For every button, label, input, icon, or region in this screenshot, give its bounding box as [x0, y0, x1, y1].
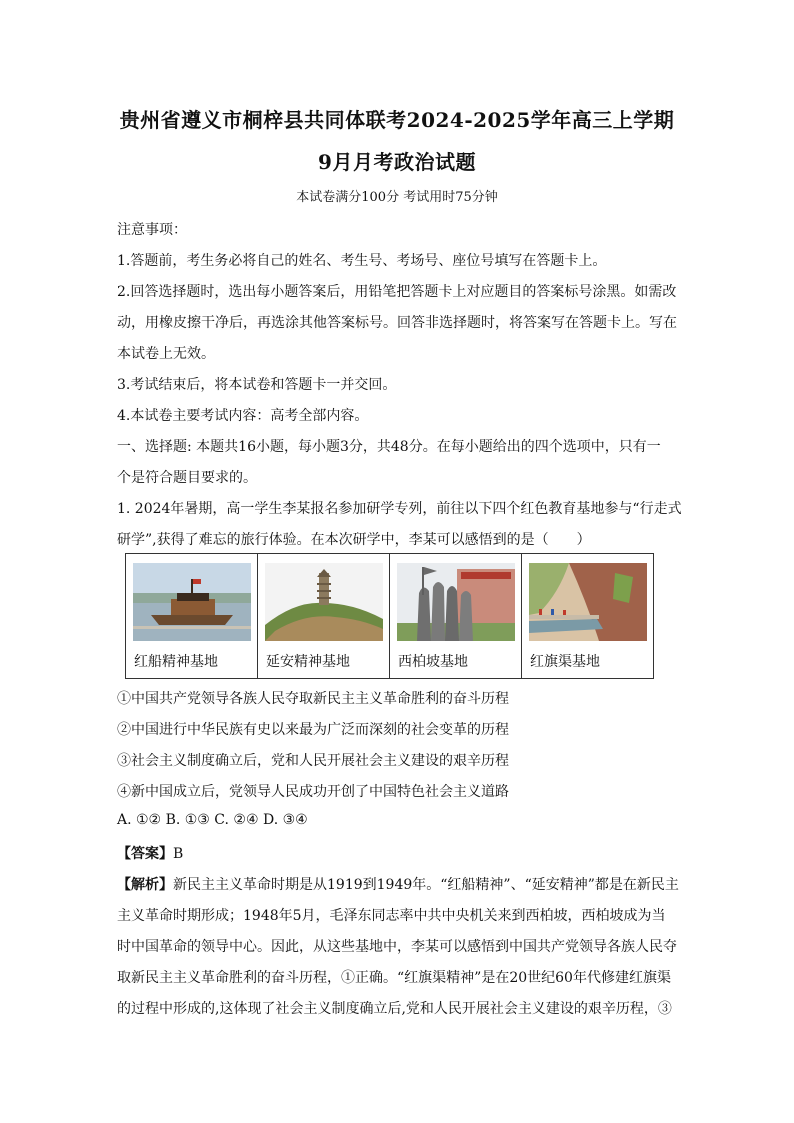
question-stem: 1. 2024年暑期，高一学生李某报名参加研学专列，前往以下四个红色教育基地参与“行走式	[117, 501, 682, 517]
pagoda-hill-photo	[265, 563, 383, 641]
question-stem-cont: 研学”,获得了难忘的旅行体验。在本次研学中，李某可以感悟到的是（ ）	[117, 532, 591, 548]
answer-label: 【答案】	[117, 846, 173, 862]
answer-options: A. ①② B. ①③ C. ②④ D. ③④	[117, 812, 308, 828]
sites-table	[125, 553, 654, 679]
statement-3: ③社会主义制度确立后，党和人民开展社会主义建设的艰辛历程	[117, 753, 509, 769]
site-caption: 红船精神基地	[134, 654, 218, 670]
site-caption: 西柏坡基地	[398, 654, 468, 670]
section-heading: 一、选择题: 本题共16小题，每小题3分，共48分。在每小题给出的四个选项中，只有一	[117, 439, 661, 455]
analysis-line: 的过程中形成的,这体现了社会主义制度确立后,党和人民开展社会主义建设的艰辛历程，③	[117, 1001, 672, 1017]
site-cell-xibaipo	[390, 554, 522, 679]
exam-subtitle: 本试卷满分100分 考试用时75分钟	[296, 190, 498, 205]
site-caption: 延安精神基地	[266, 654, 350, 670]
statement-4: ④新中国成立后，党领导人民成功开创了中国特色社会主义道路	[117, 784, 509, 800]
note-line: 4.本试卷主要考试内容：高考全部内容。	[117, 408, 369, 424]
analysis-line	[117, 874, 679, 894]
answer-value: B	[173, 846, 184, 862]
analysis-label: 【解析】	[117, 877, 173, 893]
site-cell-yanan	[258, 554, 390, 679]
page-title-line2: 9月月考政治试题	[318, 150, 476, 174]
section-heading-cont: 个是符合题目要求的。	[117, 470, 257, 486]
note-line: 本试卷上无效。	[117, 346, 215, 362]
statement-2: ②中国进行中华民族有史以来最为广泛而深刻的社会变革的历程	[117, 722, 509, 738]
red-boat-photo	[133, 563, 251, 641]
analysis-line: 主义革命时期形成；1948年5月，毛泽东同志率中共中央机关来到西柏坡，西柏坡成为当	[117, 908, 666, 924]
page-title: 贵州省遵义市桐梓县共同体联考2024-2025学年高三上学期	[119, 108, 675, 132]
monument-statue-photo	[397, 563, 515, 641]
note-line: 1.答题前，考生务必将自己的姓名、考生号、考场号、座位号填写在答题卡上。	[117, 253, 607, 269]
analysis-line: 取新民主主义革命胜利的奋斗历程，①正确。“红旗渠精神”是在20世纪60年代修建红旗渠	[117, 970, 671, 986]
note-line: 2.回答选择题时，选出每小题答案后，用铅笔把答题卡上对应题目的答案标号涂黑。如需改	[117, 284, 677, 300]
notes-heading: 注意事项：	[117, 222, 187, 238]
note-line: 动，用橡皮擦干净后，再选涂其他答案标号。回答非选择题时，将答案写在答题卡上。写在	[117, 315, 677, 331]
site-cell-red-boat	[126, 554, 258, 679]
note-line: 3.考试结束后，将本试卷和答题卡一并交回。	[117, 377, 397, 393]
cliff-canal-photo	[529, 563, 647, 641]
analysis-line: 时中国革命的领导中心。因此，从这些基地中，李某可以感悟到中国共产党领导各族人民夺	[117, 939, 677, 955]
statement-1: ①中国共产党领导各族人民夺取新民主主义革命胜利的奋斗历程	[117, 691, 509, 707]
site-cell-hongqiqu	[522, 554, 654, 679]
site-caption: 红旗渠基地	[530, 654, 600, 670]
answer	[117, 843, 183, 863]
analysis-text: 新民主主义革命时期是从1919到1949年。“红船精神”、“延安精神”都是在新民主	[173, 877, 679, 893]
